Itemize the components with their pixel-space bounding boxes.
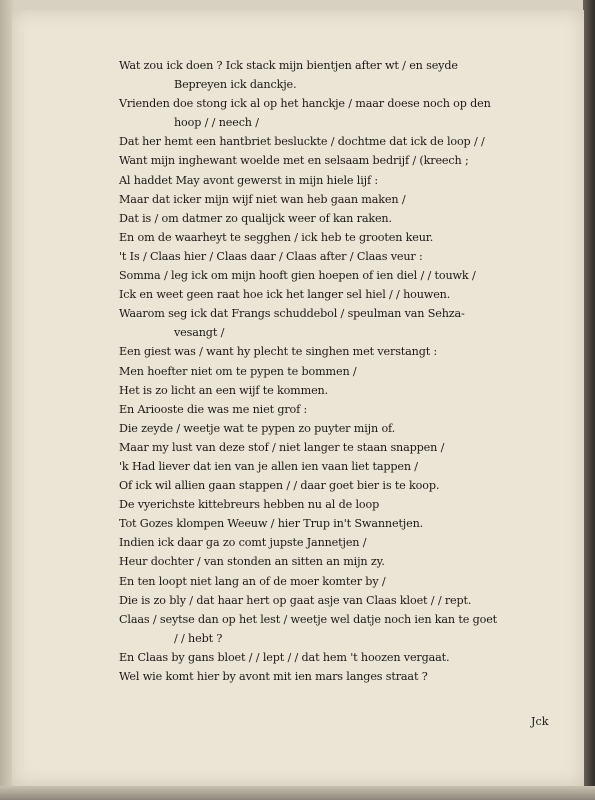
text-line: Wel wie komt hier by avont mit ien mars langes straat ? bbox=[119, 670, 428, 683]
text-line: Maar my lust van deze stof / niet langer te staan snappen / bbox=[119, 440, 445, 454]
text-line: Heur dochter / van stonden an sitten an mijn zy. bbox=[119, 555, 385, 569]
text-line: Of ick wil allien gaan stappen / / daar goet bier is te koop. bbox=[119, 479, 440, 493]
text-line: En Claas by gans bloet / / lept / / dat hem 't hoozen vergaat. bbox=[119, 650, 450, 664]
verse-text-block bbox=[119, 56, 569, 686]
text-line: Vrienden doe stong ick al op het hanckje / maar doese noch op den bbox=[119, 97, 491, 111]
catchword: Jck bbox=[531, 715, 549, 728]
page-bottom-edge bbox=[0, 786, 595, 800]
text-line: 'k Had liever dat ien van je allen ien vaan liet tappen / bbox=[119, 459, 418, 473]
text-line: Het is zo licht an een wijf te kommen. bbox=[119, 383, 329, 397]
text-line: De vyerichste kittebreurs hebben nu al de loop bbox=[119, 498, 380, 512]
book-page bbox=[12, 10, 584, 786]
text-line: Claas / seytse dan op het lest / weetje wel datje noch ien kan te goet bbox=[119, 612, 498, 626]
text-line: En ten loopt niet lang an of de moer komter by / bbox=[119, 574, 386, 588]
text-line: Dat is / om datmer zo qualijck weer of kan raken. bbox=[119, 211, 392, 225]
page-edge-shadow bbox=[583, 0, 595, 800]
text-line: Dat her hemt een hantbriet besluckte / dochtme dat ick de loop / / bbox=[119, 135, 485, 149]
text-line: Ick en weet geen raat hoe ick het langer sel hiel / / houwen. bbox=[119, 288, 451, 302]
text-line: Een giest was / want hy plecht te singhen met verstangt : bbox=[119, 345, 438, 359]
text-line: En om de waarheyt te segghen / ick heb te grooten keur. bbox=[119, 230, 434, 244]
text-line: Waarom seg ick dat Frangs schuddebol / speulman van Sehza- bbox=[119, 307, 465, 321]
text-line: Bepreyen ick danckje. bbox=[174, 78, 297, 92]
text-line: Indien ick daar ga zo comt jupste Jannetjen / bbox=[119, 536, 367, 550]
text-line: Somma / leg ick om mijn hooft gien hoepen of ien diel / / touwk / bbox=[119, 269, 476, 283]
text-line: En Ariooste die was me niet grof : bbox=[119, 402, 308, 416]
text-line: Die zeyde / weetje wat te pypen zo puyter mijn of. bbox=[119, 421, 396, 435]
text-line: vesangt / bbox=[174, 326, 225, 340]
text-line: Want mijn inghewant woelde met en selsaam bedrijf / (kreech ; bbox=[119, 154, 469, 168]
text-line: Maar dat icker mijn wijf niet wan heb gaan maken / bbox=[119, 192, 406, 206]
text-line: Wat zou ick doen ? Ick stack mijn bientjen after wt / en seyde bbox=[119, 59, 458, 72]
text-line: / / hebt ? bbox=[174, 631, 223, 645]
text-line: Al haddet May avont gewerst in mijn hiele lijf : bbox=[119, 173, 378, 187]
text-line: Men hoefter niet om te pypen te bommen / bbox=[119, 364, 357, 378]
text-line: Die is zo bly / dat haar hert op gaat asje van Claas kloet / / rept. bbox=[119, 593, 472, 607]
text-line: Tot Gozes klompen Weeuw / hier Trup in't Swannetjen. bbox=[119, 517, 424, 531]
text-line: 't Is / Claas hier / Claas daar / Claas after / Claas veur : bbox=[119, 249, 423, 263]
text-line: hoop / / neech / bbox=[174, 116, 259, 130]
